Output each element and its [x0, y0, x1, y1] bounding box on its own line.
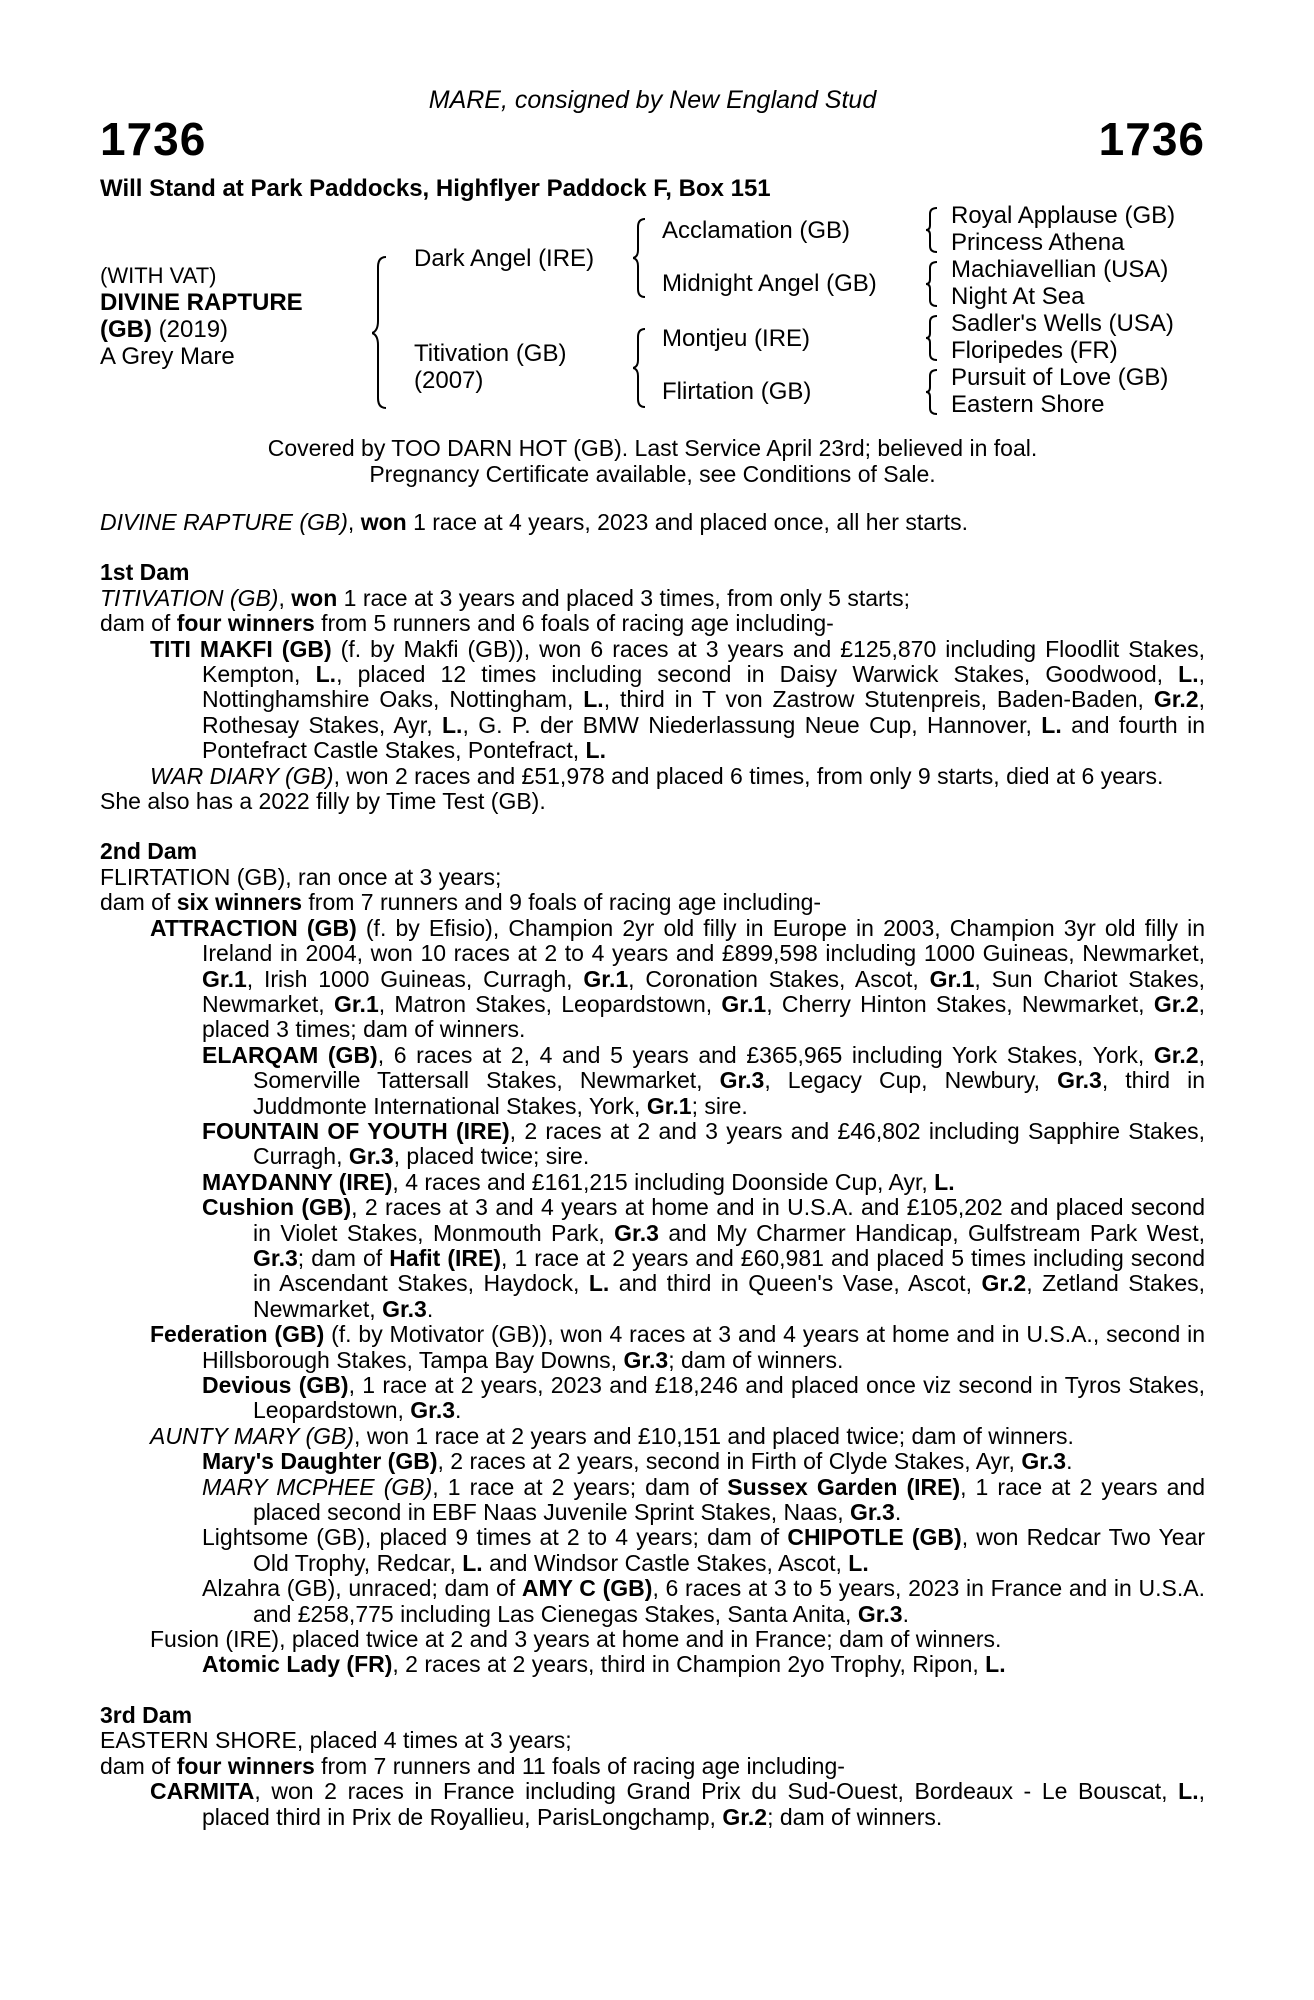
war-diary-entry: WAR DIARY (GB), won 2 races and £51,978 and placed 6 times, from only 9 starts, died at 6 years.: [150, 762, 1164, 789]
summary-line: DIVINE RAPTURE (GB), won 1 race at 4 years, 2023 and placed once, all her starts.: [100, 509, 968, 535]
third-dam-heading: 3rd Dam: [100, 1701, 193, 1728]
maydanny-entry: MAYDANNY (IRE), 4 races and £161,215 including Doonside Cup, Ayr, L.: [202, 1168, 955, 1195]
horse-name-suffix: (GB) (2019): [100, 316, 229, 343]
third-dam-produce: dam of four winners from 7 runners and 11 foals of racing age including-: [100, 1752, 845, 1779]
sire-dam: Midnight Angel (GB): [662, 270, 877, 297]
devious-entry: Devious (GB), 1 race at 2 years, 2023 and £18,246 and placed once viz second in Tyros Stakes, Leopardstown, Gr.3.: [202, 1372, 1205, 1424]
fountain-of-youth-entry: FOUNTAIN OF YOUTH (IRE), 2 races at 2 and 3 years and £46,802 including Sapphire Stakes, Curragh, Gr.3, placed twice; sire.: [202, 1117, 1206, 1170]
vat-label: (WITH VAT): [100, 263, 217, 288]
dam-year: (2007): [414, 367, 484, 394]
alzahra-entry: Alzahra (GB), unraced; dam of AMY C (GB), 6 races at 3 to 5 years, 2023 in France and in U.S.A. and £258,775 including Las Cienegas Stakes, Santa Anita, Gr.3.: [202, 1575, 1206, 1627]
dam-dam: Flirtation (GB): [662, 378, 812, 405]
brace-gen1: [372, 255, 392, 410]
gen4-1: Royal Applause (GB): [951, 202, 1176, 229]
lot-number-right: 1736: [1098, 113, 1205, 165]
carmita-entry: CARMITA, won 2 races in France including Grand Prix du Sud-Ouest, Bordeaux - Le Bouscat, L., placed third in Prix de Royallieu, ParisLongchamp, Gr.2; dam of winners.: [150, 1778, 1205, 1830]
first-dam-line: TITIVATION (GB), won 1 race at 3 years and placed 3 times, from only 5 starts;: [100, 584, 910, 611]
second-dam-heading: 2nd Dam: [100, 838, 198, 865]
gen4-8: Eastern Shore: [951, 391, 1105, 418]
fusion-entry: Fusion (IRE), placed twice at 2 and 3 years at home and in France; dam of winners.: [150, 1626, 1002, 1653]
dam: Titivation (GB): [414, 340, 567, 367]
dam-sire: Montjeu (IRE): [662, 325, 811, 352]
second-dam-line: FLIRTATION (GB), ran once at 3 years;: [100, 863, 502, 890]
stand-location: Will Stand at Park Paddocks, Highflyer Paddock F, Box 151: [100, 175, 771, 202]
lot-number-left: 1736: [100, 113, 207, 165]
gen4-4: Night At Sea: [951, 283, 1085, 310]
second-dam-produce: dam of six winners from 7 runners and 9 foals of racing age including-: [100, 889, 822, 916]
horse-name: DIVINE RAPTURE: [100, 289, 303, 316]
third-dam-line: EASTERN SHORE, placed 4 times at 3 years;: [100, 1727, 572, 1754]
gen4-3: Machiavellian (USA): [951, 256, 1169, 283]
gen4-5: Sadler's Wells (USA): [951, 310, 1174, 337]
sire: Dark Angel (IRE): [414, 245, 595, 272]
first-dam-heading: 1st Dam: [100, 559, 190, 586]
brace-gen3-3: [926, 314, 940, 362]
covered-line-1: Covered by TOO DARN HOT (GB). Last Service April 23rd; believed in foal.: [267, 435, 1038, 461]
lightsome-entry: Lightsome (GB), placed 9 times at 2 to 4 years; dam of CHIPOTLE (GB), won Redcar Two Year Old Trophy, Redcar, L. and Windsor Castle Stakes, Ascot, L.: [202, 1524, 1206, 1576]
aunty-mary-entry: AUNTY MARY (GB), won 1 race at 2 years and £10,151 and placed twice; dam of winners.: [150, 1422, 1074, 1449]
sire-sire: Acclamation (GB): [662, 217, 851, 244]
covered-line-2: Pregnancy Certificate available, see Conditions of Sale.: [369, 461, 936, 487]
gen4-7: Pursuit of Love (GB): [951, 364, 1169, 391]
gen4-2: Princess Athena: [951, 229, 1125, 256]
cushion-entry: Cushion (GB), 2 races at 3 and 4 years at home and in U.S.A. and £105,202 and placed second in Violet Stakes, Monmouth Park, Gr.3 and My Charmer Handicap, Gulfstream Park West, Gr.3; dam of Hafit (IRE), 1 race at 2 years and £60,981 and placed 5 times including second in Ascendant Stakes, Haydock, L. and third in Queen's Vase, Ascot, Gr.2, Zetland Stakes, Newmarket, Gr.3.: [202, 1194, 1206, 1322]
horse-description: A Grey Mare: [100, 343, 235, 370]
consignor-line: MARE, consigned by New England Stud: [428, 86, 877, 114]
marys-daughter-entry: Mary's Daughter (GB), 2 races at 2 years, second in Firth of Clyde Stakes, Ayr, Gr.3.: [202, 1448, 1073, 1475]
brace-gen2-bottom: [633, 327, 649, 409]
race-record: [100, 510, 1205, 1830]
titi-makfi-entry: TITI MAKFI (GB) (f. by Makfi (GB)), won 6 races at 3 years and £125,870 including Floodlit Stakes, Kempton, L., placed 12 times including second in Daisy Warwick Stakes, Goodwood, L., Nottinghamshire Oaks, Nottingham, L., third in T von Zastrow Stutenpreis, Baden-Baden, Gr.2, Rothesay Stakes, Ayr, L., G. P. der BMW Niederlassung Neue Cup, Hannover, L. and fourth in Pontefract Castle Stakes, Pontefract, L.: [150, 635, 1206, 764]
first-dam-also: She also has a 2022 filly by Time Test (GB).: [100, 788, 546, 815]
attraction-entry: ATTRACTION (GB) (f. by Efisio), Champion 2yr old filly in Europe in 2003, Champion 3yr old filly in Ireland in 2004, won 10 races at 2 to 4 years and £899,598 including 1000 Guineas, Newmarket, Gr.1, Irish 1000 Guineas, Curragh, Gr.1, Coronation Stakes, Ascot, Gr.1, Sun Chariot Stakes, Newmarket, Gr.1, Matron Stakes, Leopardstown, Gr.1, Cherry Hinton Stakes, Newmarket, Gr.2, placed 3 times; dam of winners.: [150, 914, 1206, 1043]
elarqam-entry: ELARQAM (GB), 6 races at 2, 4 and 5 years and £365,965 including York Stakes, York, Gr.2, Somerville Tattersall Stakes, Newmarket, Gr.3, Legacy Cup, Newbury, Gr.3, third in Juddmonte International Stakes, York, Gr.1; sire.: [202, 1041, 1205, 1119]
federation-entry: Federation (GB) (f. by Motivator (GB)), won 4 races at 3 and 4 years at home and in U.S.A., second in Hillsborough Stakes, Tampa Bay Downs, Gr.3; dam of winners.: [150, 1321, 1205, 1373]
first-dam-produce: dam of four winners from 5 runners and 6 foals of racing age including-: [100, 610, 834, 637]
brace-gen3-4: [926, 368, 940, 416]
gen4-6: Floripedes (FR): [951, 337, 1118, 364]
atomic-lady-entry: Atomic Lady (FR), 2 races at 2 years, third in Champion 2yo Trophy, Ripon, L.: [202, 1651, 1006, 1678]
brace-gen3-2: [926, 260, 940, 308]
brace-gen2-top: [633, 217, 649, 299]
mary-mcphee-entry: MARY MCPHEE (GB), 1 race at 2 years; dam of Sussex Garden (IRE), 1 race at 2 years and placed second in EBF Naas Juvenile Sprint Stakes, Naas, Gr.3.: [202, 1473, 1206, 1526]
brace-gen3-1: [926, 206, 940, 254]
covered-note: [100, 435, 1205, 487]
pedigree-table: [100, 200, 1205, 430]
